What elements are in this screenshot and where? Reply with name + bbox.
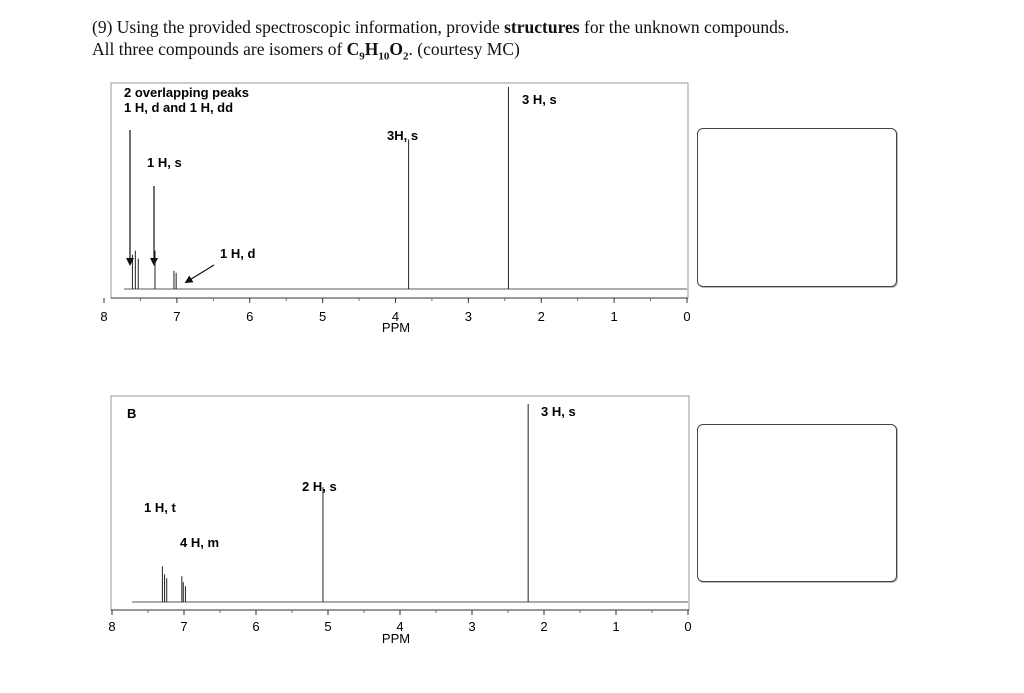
spectrum-a-axis-label: PPM <box>381 320 411 335</box>
spectrum-a-tick-label: 4 <box>391 309 400 324</box>
spectrum-b-tick-label: 0 <box>684 619 692 634</box>
spectrum-b-tick-label: 4 <box>396 619 404 634</box>
spectrum-b-tick-label: 6 <box>252 619 260 634</box>
spectrum-b-tick-label: 3 <box>468 619 476 634</box>
panel-label-b: B <box>127 406 137 421</box>
annotation-singlet-3h: 3 H, s <box>541 404 576 419</box>
annotation-singlet-2h: 2 H, s <box>302 479 337 494</box>
spectrum-b-tick-label: 1 <box>612 619 620 634</box>
spectrum-a-tick-label: 0 <box>683 309 691 324</box>
annotation-overlap-line1: 2 overlapping peaks <box>124 85 249 100</box>
spectrum-b-tick-label: 7 <box>180 619 188 634</box>
spectrum-b-tick-label: 8 <box>108 619 116 634</box>
question-line2-post: . (courtesy MC) <box>408 39 520 59</box>
annotation-overlap-line2: 1 H, d and 1 H, dd <box>124 100 234 115</box>
spectrum-a-tick-label: 7 <box>173 309 181 324</box>
annotation-singlet-1h: 1 H, s <box>147 155 182 170</box>
spectrum-a-tick-label: 5 <box>319 309 327 324</box>
answer-box-a[interactable] <box>697 128 897 287</box>
spectrum-b-tick-label: 2 <box>540 619 548 634</box>
question-line2-pre: All three compounds are isomers of <box>92 39 347 59</box>
annotation-triplet-1h: 1 H, t <box>144 500 176 515</box>
annotation-singlet-3h-b: 3 H, s <box>522 92 557 107</box>
spectrum-b-frame <box>111 396 689 610</box>
question-line1-pre: Using the provided spectroscopic information, provide <box>116 17 505 37</box>
molecular-formula: $C_9H_{10}O_2$ <box>346 39 409 63</box>
spectrum-b-tick-label: 5 <box>324 619 332 634</box>
annotation-multiplet-4h: 4 H, m <box>180 535 220 550</box>
spectrum-a-tick-label: 8 <box>100 309 108 324</box>
spectrum-b-axis-label: PPM <box>381 631 411 646</box>
spectrum-a-tick-label: 2 <box>537 309 545 324</box>
annotation-doublet-1h: 1 H, d <box>220 246 256 261</box>
question-line1-post: for the unknown compounds. <box>579 17 790 37</box>
question-number: (9) <box>92 17 113 37</box>
annotation-singlet-3h-a: 3H, s <box>387 128 419 143</box>
question-line1-bold: structures <box>504 17 580 37</box>
spectrum-a-tick-label: 3 <box>464 309 472 324</box>
spectrum-a-tick-label: 1 <box>610 309 618 324</box>
spectrum-a-tick-label: 6 <box>246 309 254 324</box>
spectrum-b-peaks <box>132 404 688 602</box>
answer-box-b[interactable] <box>697 424 897 582</box>
